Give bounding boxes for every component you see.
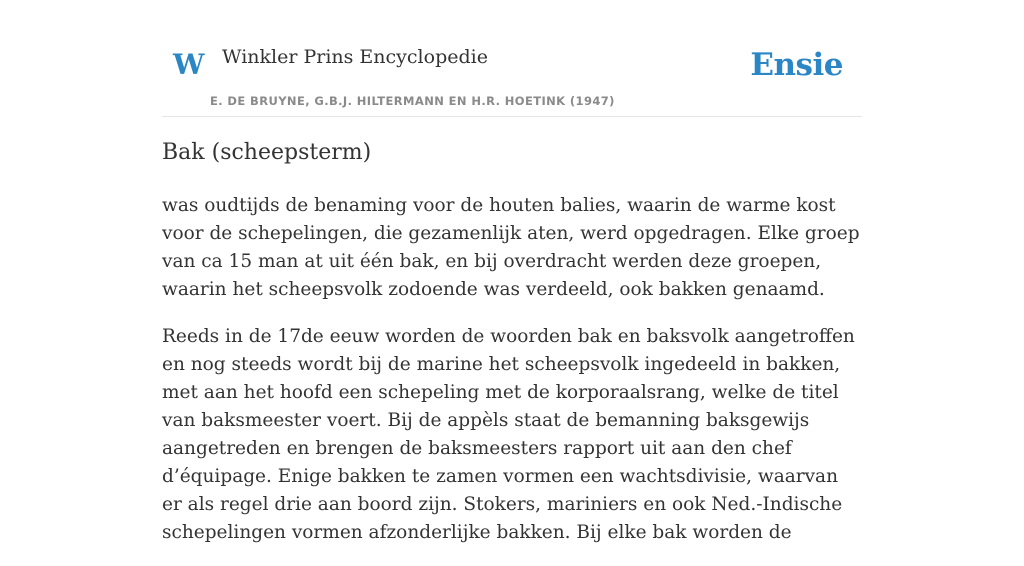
entry-body: [162, 192, 862, 566]
site-authors: E. DE BRUYNE, G.B.J. HILTERMANN EN H.R. HOETINK (1947): [210, 94, 615, 108]
ensie-logo[interactable]: Ensie: [750, 47, 843, 83]
entry-paragraph: was oudtijds de benaming voor de houten balies, waarin de warme kost voor de schepelingen, die gezamenlijk aten, werd opgedragen. Elke groep van ca 15 man at uit één bak, en bij overdracht werden deze groepen, waarin het scheepsvolk zodoende was verdeeld, ook bakken genaamd.: [162, 195, 860, 300]
entry-title: Bak (scheepsterm): [162, 140, 372, 165]
site-header: [162, 0, 862, 117]
entry-paragraph: Reeds in de 17de eeuw worden de woorden bak en baksvolk aangetroffen en nog steeds wordt bij de marine het scheepsvolk ingedeeld in bakken, met aan het hoofd een schepeling met de korporaalsrang, welke de titel van baksmeester voert. Bij de appèls staat de bemanning baksgewijs aangetreden en brengen de baksmeesters rapport uit aan den chef d’équipage. Enige bakken te zamen vormen een wachtsdivisie, waarvan er als regel drie aan boord zijn. Stokers, mariniers en ook Ned.-Indische schepelingen vormen afzonderlijke bakken. Bij elke bak worden de: [162, 326, 855, 543]
page: [162, 0, 862, 543]
site-title[interactable]: Winkler Prins Encyclopedie: [222, 46, 488, 68]
winkler-prins-logo-icon[interactable]: W: [173, 48, 205, 81]
